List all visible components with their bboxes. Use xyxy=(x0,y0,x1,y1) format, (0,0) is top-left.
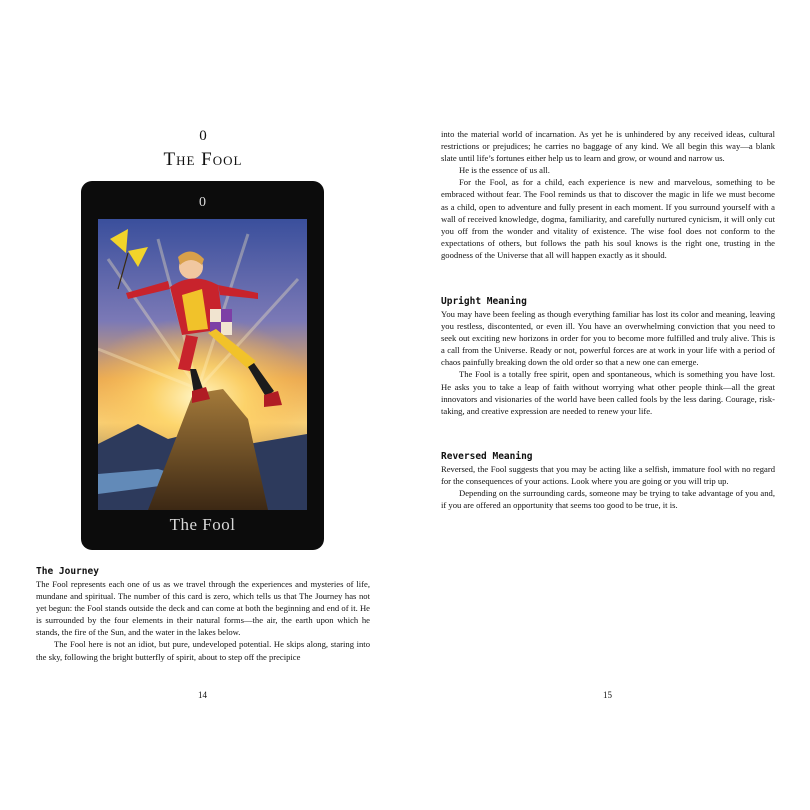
journey-heading: The Journey xyxy=(36,566,99,577)
tarot-card xyxy=(81,181,324,550)
reversed-paragraph: Reversed, the Fool suggests that you may be acting like a selfish, immature fool with no regard for the consequences of your actions. Look where you are going or you will trip up. xyxy=(441,464,775,487)
card-title: The Fool xyxy=(163,149,243,170)
reversed-paragraph: Depending on the surrounding cards, someone may be trying to take advantage of you and, if you are offered an opportunity that seems too good to be true, it is. xyxy=(441,488,775,511)
fool-illustration xyxy=(98,219,307,510)
intro-paragraph: into the material world of incarnation. As yet he is unhindered by any received ideas, cultural restrictions or prejudices; he carries no baggage of any kind. We all begin this way—a blank slate until life’s fortunes either help us to learn and grow, or wound and narrow us. xyxy=(441,129,775,164)
reversed-text xyxy=(441,463,775,511)
fool-illustration-svg xyxy=(98,219,307,510)
journey-paragraph: The Fool represents each one of us as we travel through the experiences and mysteries of life, mundane and spiritual. The number of this card is zero, which tells us that The Journey has not yet begun: the Fool stands outside the deck and can come at both the beginning and end of it. He is surrounded by the four elements in their natural forms—the air, the earth upon which he stands, the fire of the Sun, and the water in the lakes below. xyxy=(36,579,370,638)
upright-paragraph: The Fool is a totally free spirit, open and spontaneous, which is something you have lost. He asks you to take a leap of faith without worrying what other people think—all the great innovators and visionaries of the world have been called fools by the less daring. Courage, risk-taking, and creative expression are needed to renew your life. xyxy=(441,369,775,416)
intro-text xyxy=(441,128,775,261)
upright-paragraph: You may have been feeling as though everything familiar has lost its color and meaning, leaving you restless, discontented, or even ill. You have an overwhelming conviction that you need to seek out exciting new horizons in order for you to become more fulfilled and truly alive. This is a call from the Universe. Ready or not, powerful forces are at work in your life with a period of chaos painfully breaking down the old order so that a new one can emerge. xyxy=(441,309,775,368)
intro-paragraph: For the Fool, as for a child, each experience is new and marvelous, something to be embraced without fear. The Fool reminds us that to discover the magic in life we must become as a child, open to adventure and fully present in each moment. If you surround yourself with a wall of received knowledge, dogma, familiarity, and carefully nurtured cynicism, it will only cut you off from the wonder and vitality of existence. The wise fool does not conform to the expectations of others, but follows the path his soul knows is the right one, trusting in the goodness of the Universe that all will happen exactly as it should. xyxy=(441,177,775,260)
upright-text xyxy=(441,308,775,417)
intro-paragraph: He is the essence of us all. xyxy=(459,165,550,176)
page-number-left: 14 xyxy=(198,690,207,700)
reversed-heading: Reversed Meaning xyxy=(441,451,533,462)
right-page xyxy=(405,0,810,810)
card-top-number: 0 xyxy=(199,195,206,210)
card-name: The Fool xyxy=(169,515,236,534)
page-number-right: 15 xyxy=(603,690,612,700)
upright-heading: Upright Meaning xyxy=(441,296,527,307)
card-number: 0 xyxy=(199,128,207,144)
journey-text xyxy=(36,578,370,663)
journey-paragraph: The Fool here is not an idiot, but pure, undeveloped potential. He skips along, staring into the sky, following the bright butterfly of spirit, about to step off the precipice xyxy=(36,639,370,662)
